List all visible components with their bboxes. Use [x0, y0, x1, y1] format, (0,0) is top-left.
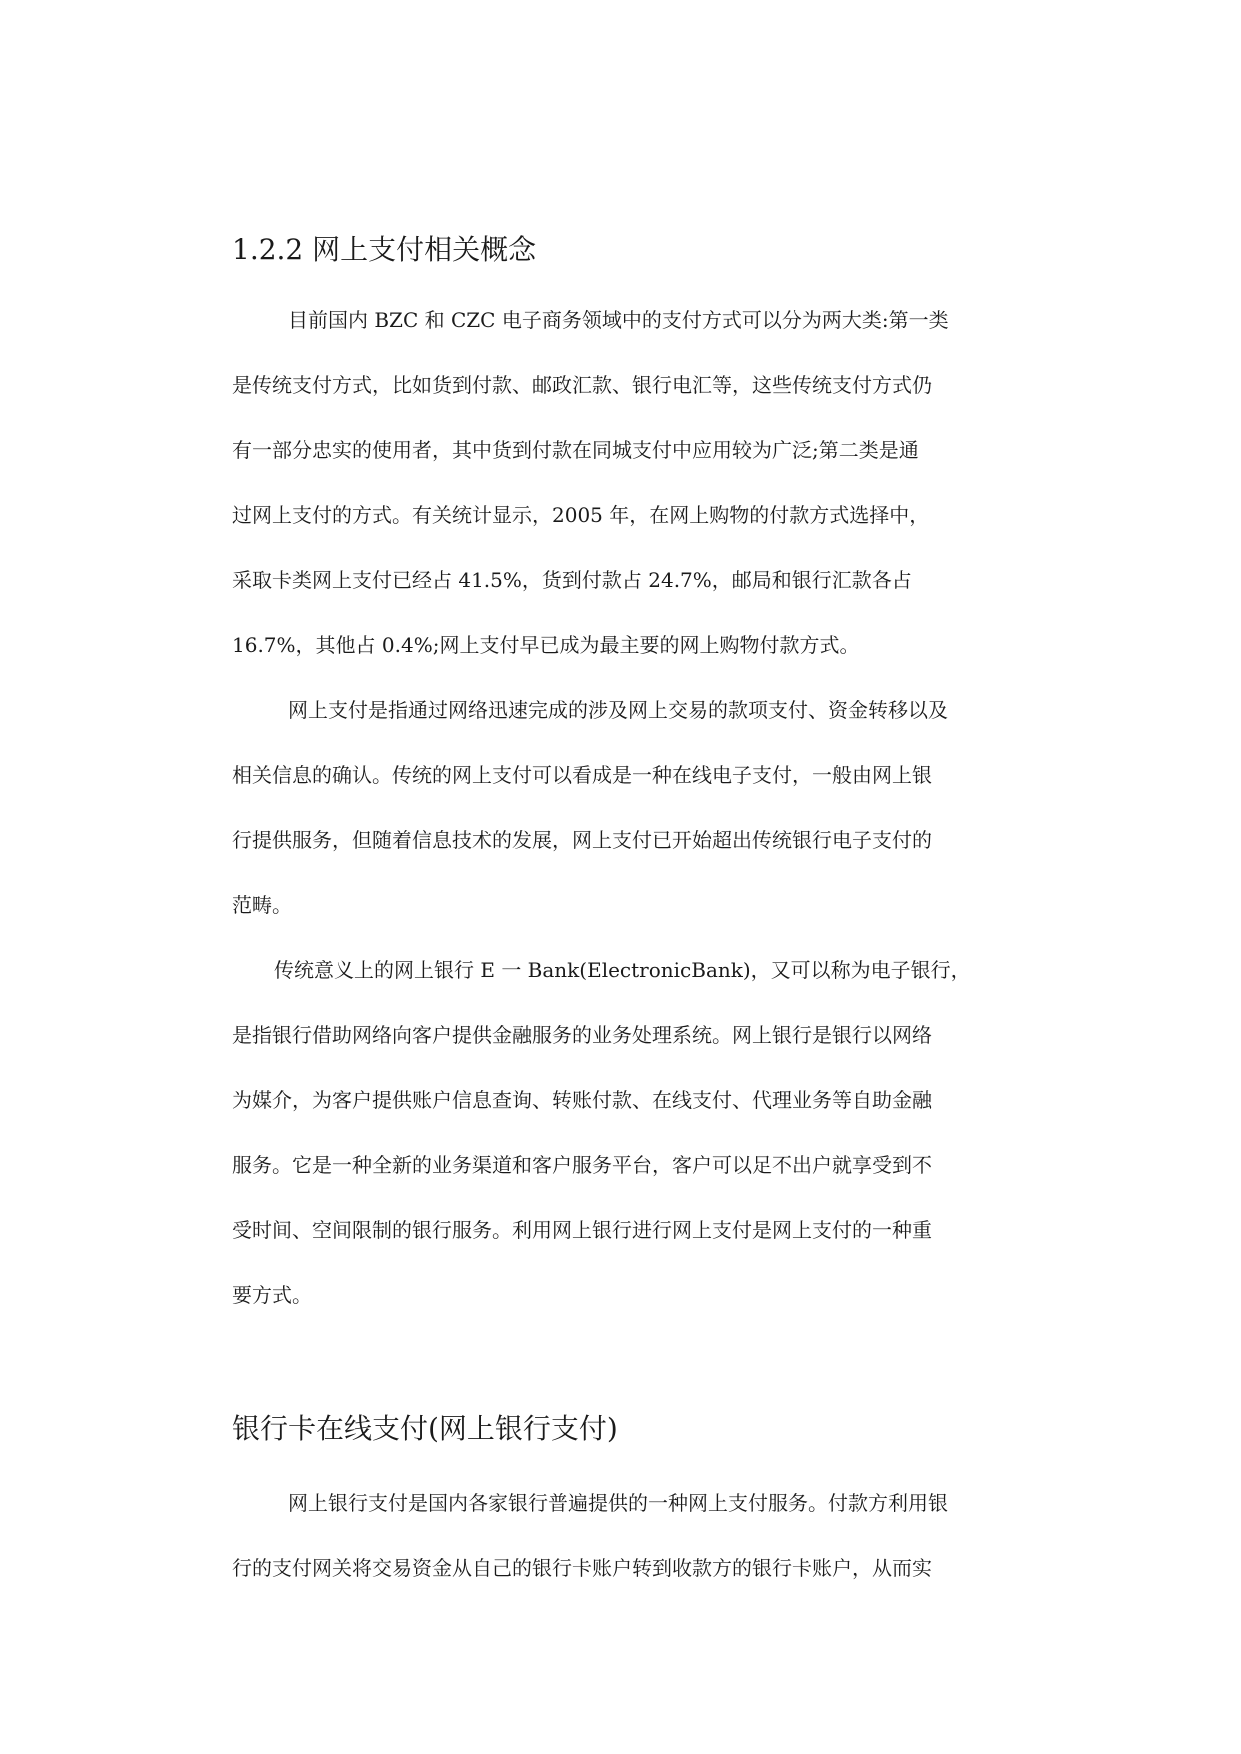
paragraph-line: 有一部分忠实的使用者，其中货到付款在同城支付中应用较为广泛;第二类是通	[232, 438, 919, 462]
paragraph-line: 受时间、空间限制的银行服务。利用网上银行进行网上支付是网上支付的一种重	[232, 1218, 932, 1242]
paragraph-line: 是传统支付方式，比如货到付款、邮政汇款、银行电汇等，这些传统支付方式仍	[232, 373, 932, 397]
paragraph-line: 是指银行借助网络向客户提供金融服务的业务处理系统。网上银行是银行以网络	[232, 1023, 932, 1047]
paragraph-line: 目前国内 BZC 和 CZC 电子商务领域中的支付方式可以分为两大类:第一类	[288, 308, 949, 332]
section-heading-bank-card-payment: 银行卡在线支付(网上银行支付)	[232, 1412, 618, 1445]
paragraph-line: 16.7%，其他占 0.4%;网上支付早已成为最主要的网上购物付款方式。	[232, 633, 860, 657]
paragraph-line: 相关信息的确认。传统的网上支付可以看成是一种在线电子支付，一般由网上银	[232, 763, 932, 787]
paragraph-line: 过网上支付的方式。有关统计显示，2005 年，在网上购物的付款方式选择中，	[232, 503, 930, 527]
paragraph-line: 行提供服务，但随着信息技术的发展，网上支付已开始超出传统银行电子支付的	[232, 828, 932, 852]
paragraph-line: 要方式。	[232, 1283, 312, 1307]
paragraph-line: 服务。它是一种全新的业务渠道和客户服务平台，客户可以足不出户就享受到不	[232, 1153, 932, 1177]
paragraph-line: 行的支付网关将交易资金从自己的银行卡账户转到收款方的银行卡账户，从而实	[232, 1556, 932, 1580]
paragraph-line: 为媒介，为客户提供账户信息查询、转账付款、在线支付、代理业务等自助金融	[232, 1088, 932, 1112]
paragraph-line: 网上支付是指通过网络迅速完成的涉及网上交易的款项支付、资金转移以及	[288, 698, 948, 722]
section-heading-online-payment-concepts: 1.2.2 网上支付相关概念	[232, 233, 537, 266]
paragraph-line: 传统意义上的网上银行 E 一 Bank(ElectronicBank)，又可以称为电子银行，	[274, 958, 971, 982]
paragraph-line: 网上银行支付是国内各家银行普遍提供的一种网上支付服务。付款方利用银	[288, 1491, 948, 1515]
paragraph-line: 采取卡类网上支付已经占 41.5%，货到付款占 24.7%，邮局和银行汇款各占	[232, 568, 912, 592]
paragraph-line: 范畴。	[232, 893, 292, 917]
